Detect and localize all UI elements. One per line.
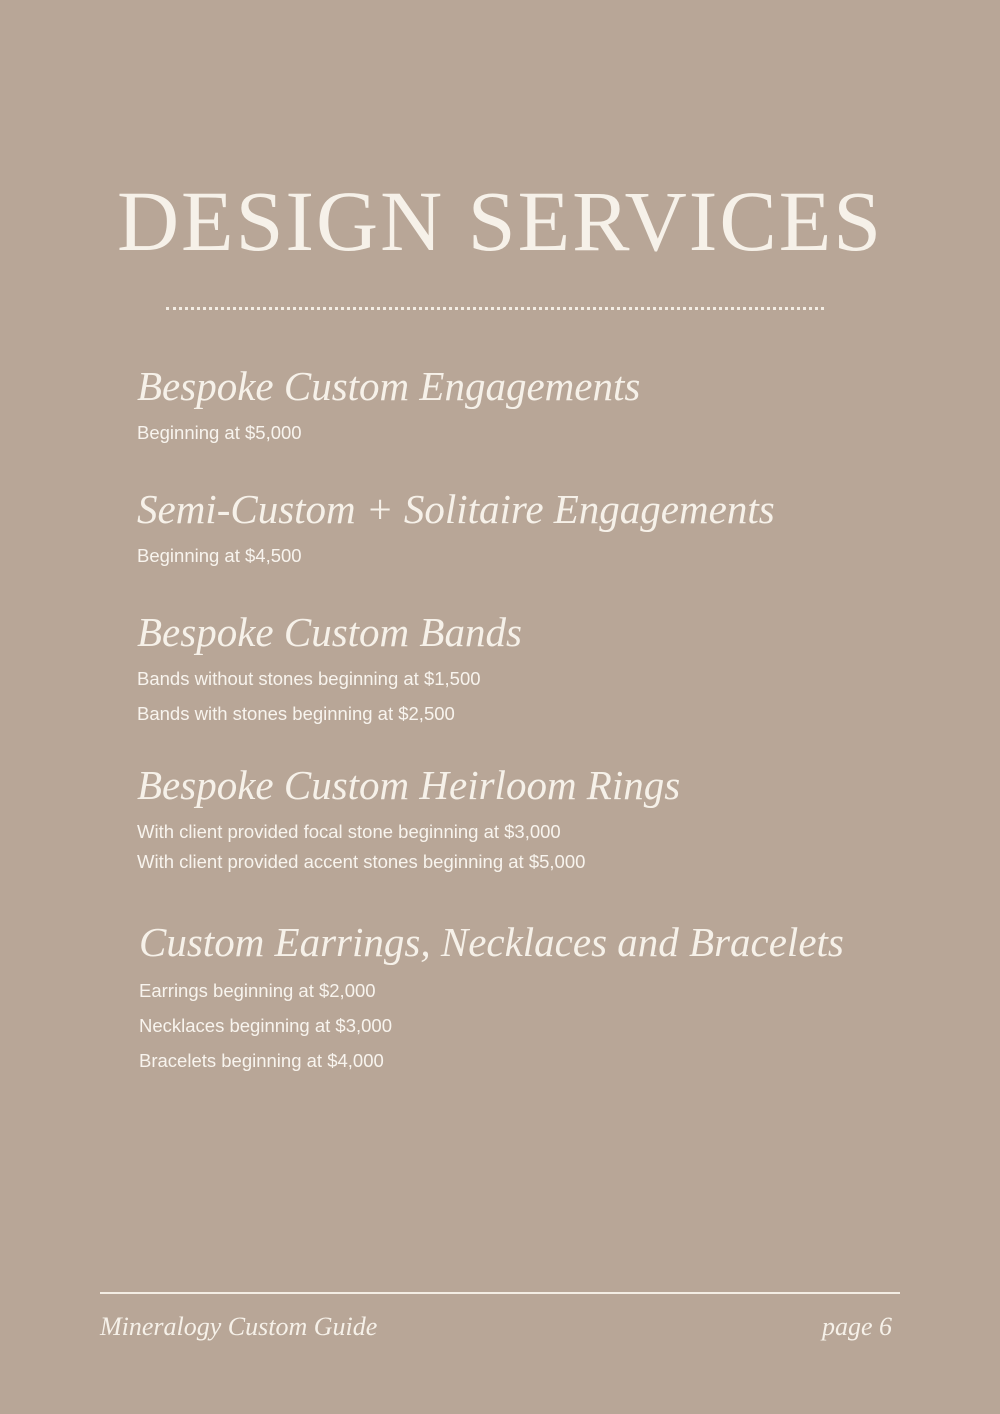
service-heading: Custom Earrings, Necklaces and Bracelets [139, 919, 844, 965]
page-number: page 6 [821, 1312, 892, 1341]
service-price-line: Beginning at $5,000 [137, 422, 302, 443]
dotted-divider [166, 307, 824, 310]
service-price-line: Earrings beginning at $2,000 [139, 980, 376, 1001]
service-price-line: Bands without stones beginning at $1,500 [137, 668, 481, 689]
service-bespoke-engagements [137, 363, 641, 443]
service-price-line: Bands with stones beginning at $2,500 [137, 703, 455, 724]
footer-guide-name: Mineralogy Custom Guide [100, 1312, 378, 1341]
service-semi-custom-engagements [137, 486, 775, 566]
service-heading: Bespoke Custom Bands [137, 609, 522, 655]
service-earrings-necklaces-bracelets [139, 919, 844, 1071]
service-heading: Bespoke Custom Engagements [137, 363, 641, 409]
page-title: DESIGN SERVICES [116, 173, 884, 269]
service-price-line: With client provided accent stones beginning at $5,000 [137, 851, 586, 872]
footer-divider [100, 1292, 900, 1294]
service-heading: Semi-Custom + Solitaire Engagements [137, 486, 775, 532]
service-price-line: Bracelets beginning at $4,000 [139, 1050, 384, 1071]
service-price-line: With client provided focal stone beginning at $3,000 [137, 821, 561, 842]
service-price-line: Necklaces beginning at $3,000 [139, 1015, 393, 1036]
service-price-line: Beginning at $4,500 [137, 545, 302, 566]
service-bespoke-bands [137, 609, 522, 724]
service-heading: Bespoke Custom Heirloom Rings [137, 762, 681, 808]
service-heirloom-rings [137, 762, 681, 872]
